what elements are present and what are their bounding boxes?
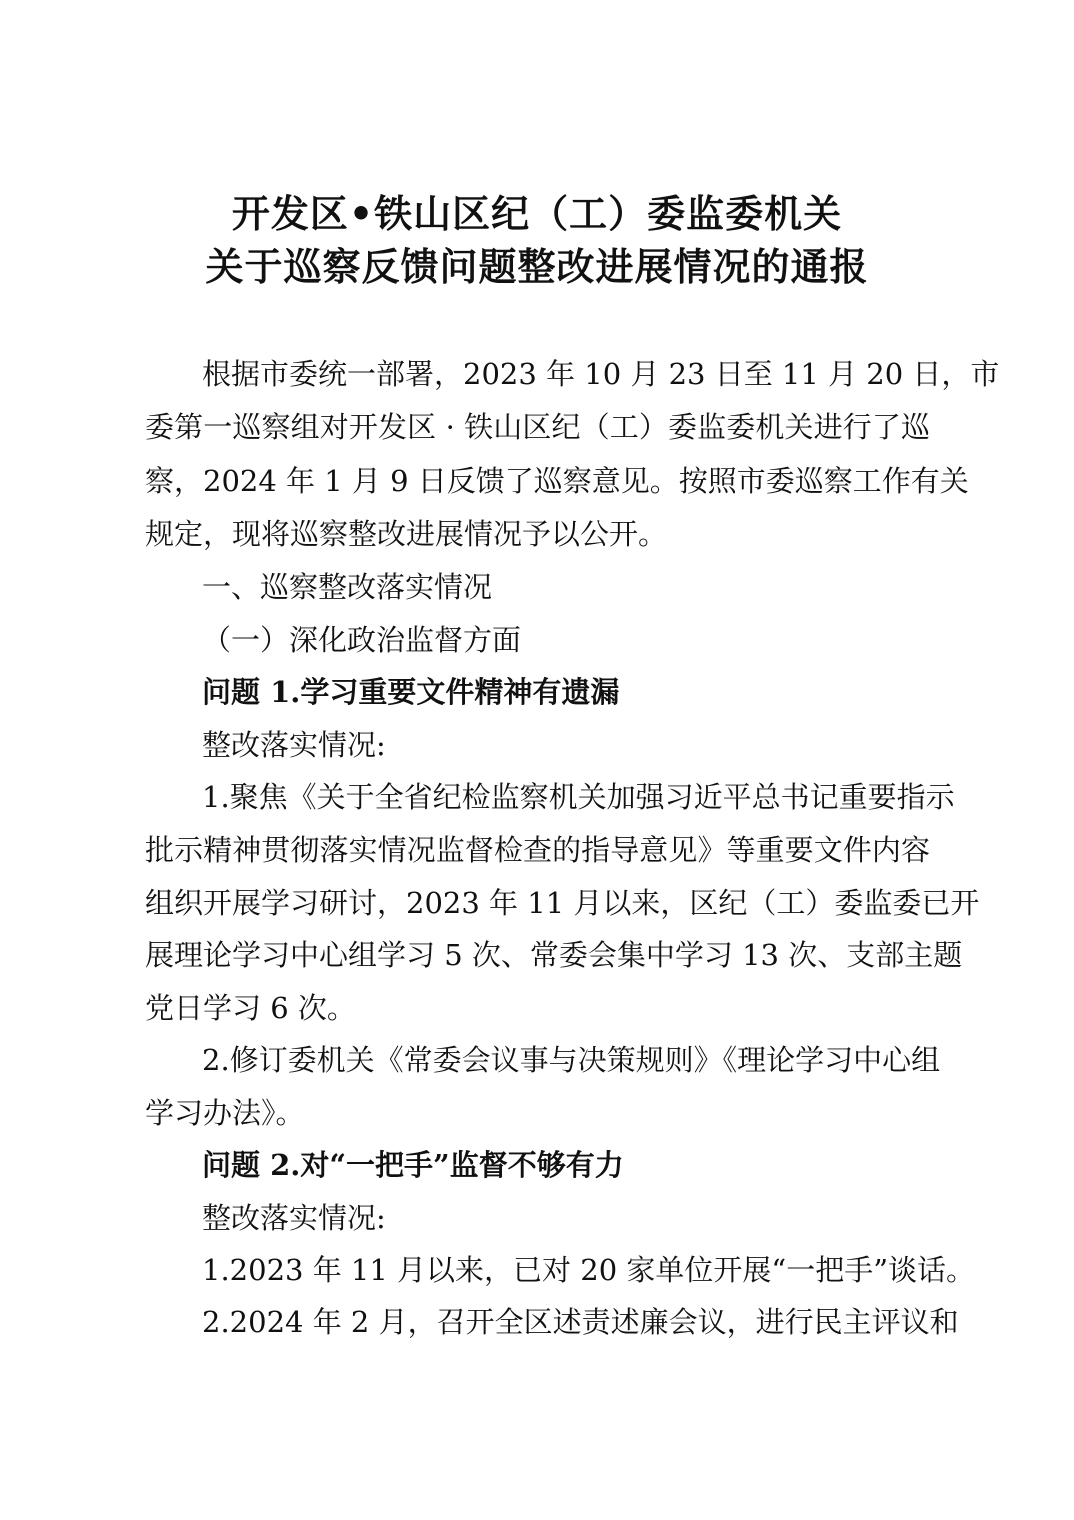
document-title-line-2: 关于巡察反馈问题整改进展情况的通报 [205, 245, 869, 289]
paragraph-intro-line-2: 委第一巡察组对开发区 · 铁山区纪（工）委监委机关进行了巡 [145, 410, 930, 444]
issue-1-item-2-line-2: 学习办法》。 [145, 1096, 305, 1130]
issue-1-title: 问题 1.学习重要文件精神有遗漏 [202, 675, 620, 709]
issue-2-item-1: 1.2023 年 11 月以来，已对 20 家单位开展“一把手”谈话。 [202, 1253, 976, 1287]
issue-1-item-1-line-5: 党日学习 6 次。 [145, 991, 356, 1025]
issue-1-item-1-line-4: 展理论学习中心组学习 5 次、常委会集中学习 13 次、支部主题 [145, 938, 963, 972]
subsection-heading: （一）深化政治监督方面 [202, 623, 522, 657]
paragraph-intro-line-3: 察，2024 年 1 月 9 日反馈了巡察意见。按照市委巡察工作有关 [145, 464, 969, 498]
issue-2-label: 整改落实情况: [202, 1201, 386, 1235]
issue-1-item-1-line-3: 组织开展学习研讨，2023 年 11 月以来，区纪（工）委监委已开 [145, 886, 980, 920]
paragraph-intro-line-1: 根据市委统一部署，2023 年 10 月 23 日至 11 月 20 日，市 [202, 357, 1000, 391]
issue-1-item-2-line-1: 2.修订委机关《常委会议事与决策规则》《理论学习中心组 [202, 1043, 941, 1077]
issue-1-label: 整改落实情况: [202, 728, 386, 762]
document-title-line-1: 开发区•铁山区纪（工）委监委机关 [231, 192, 843, 236]
section-heading: 一、巡察整改落实情况 [202, 570, 493, 604]
issue-1-item-1-line-2: 批示精神贯彻落实情况监督检查的指导意见》等重要文件内容 [145, 833, 930, 867]
issue-1-item-1-line-1: 1.聚焦《关于全省纪检监察机关加强习近平总书记重要指示 [202, 780, 955, 814]
issue-2-item-2: 2.2024 年 2 月，召开全区述责述廉会议，进行民主评议和 [202, 1305, 959, 1339]
issue-2-title: 问题 2.对“一把手”监督不够有力 [202, 1148, 624, 1182]
paragraph-intro-line-4: 规定，现将巡察整改进展情况予以公开。 [145, 517, 668, 551]
